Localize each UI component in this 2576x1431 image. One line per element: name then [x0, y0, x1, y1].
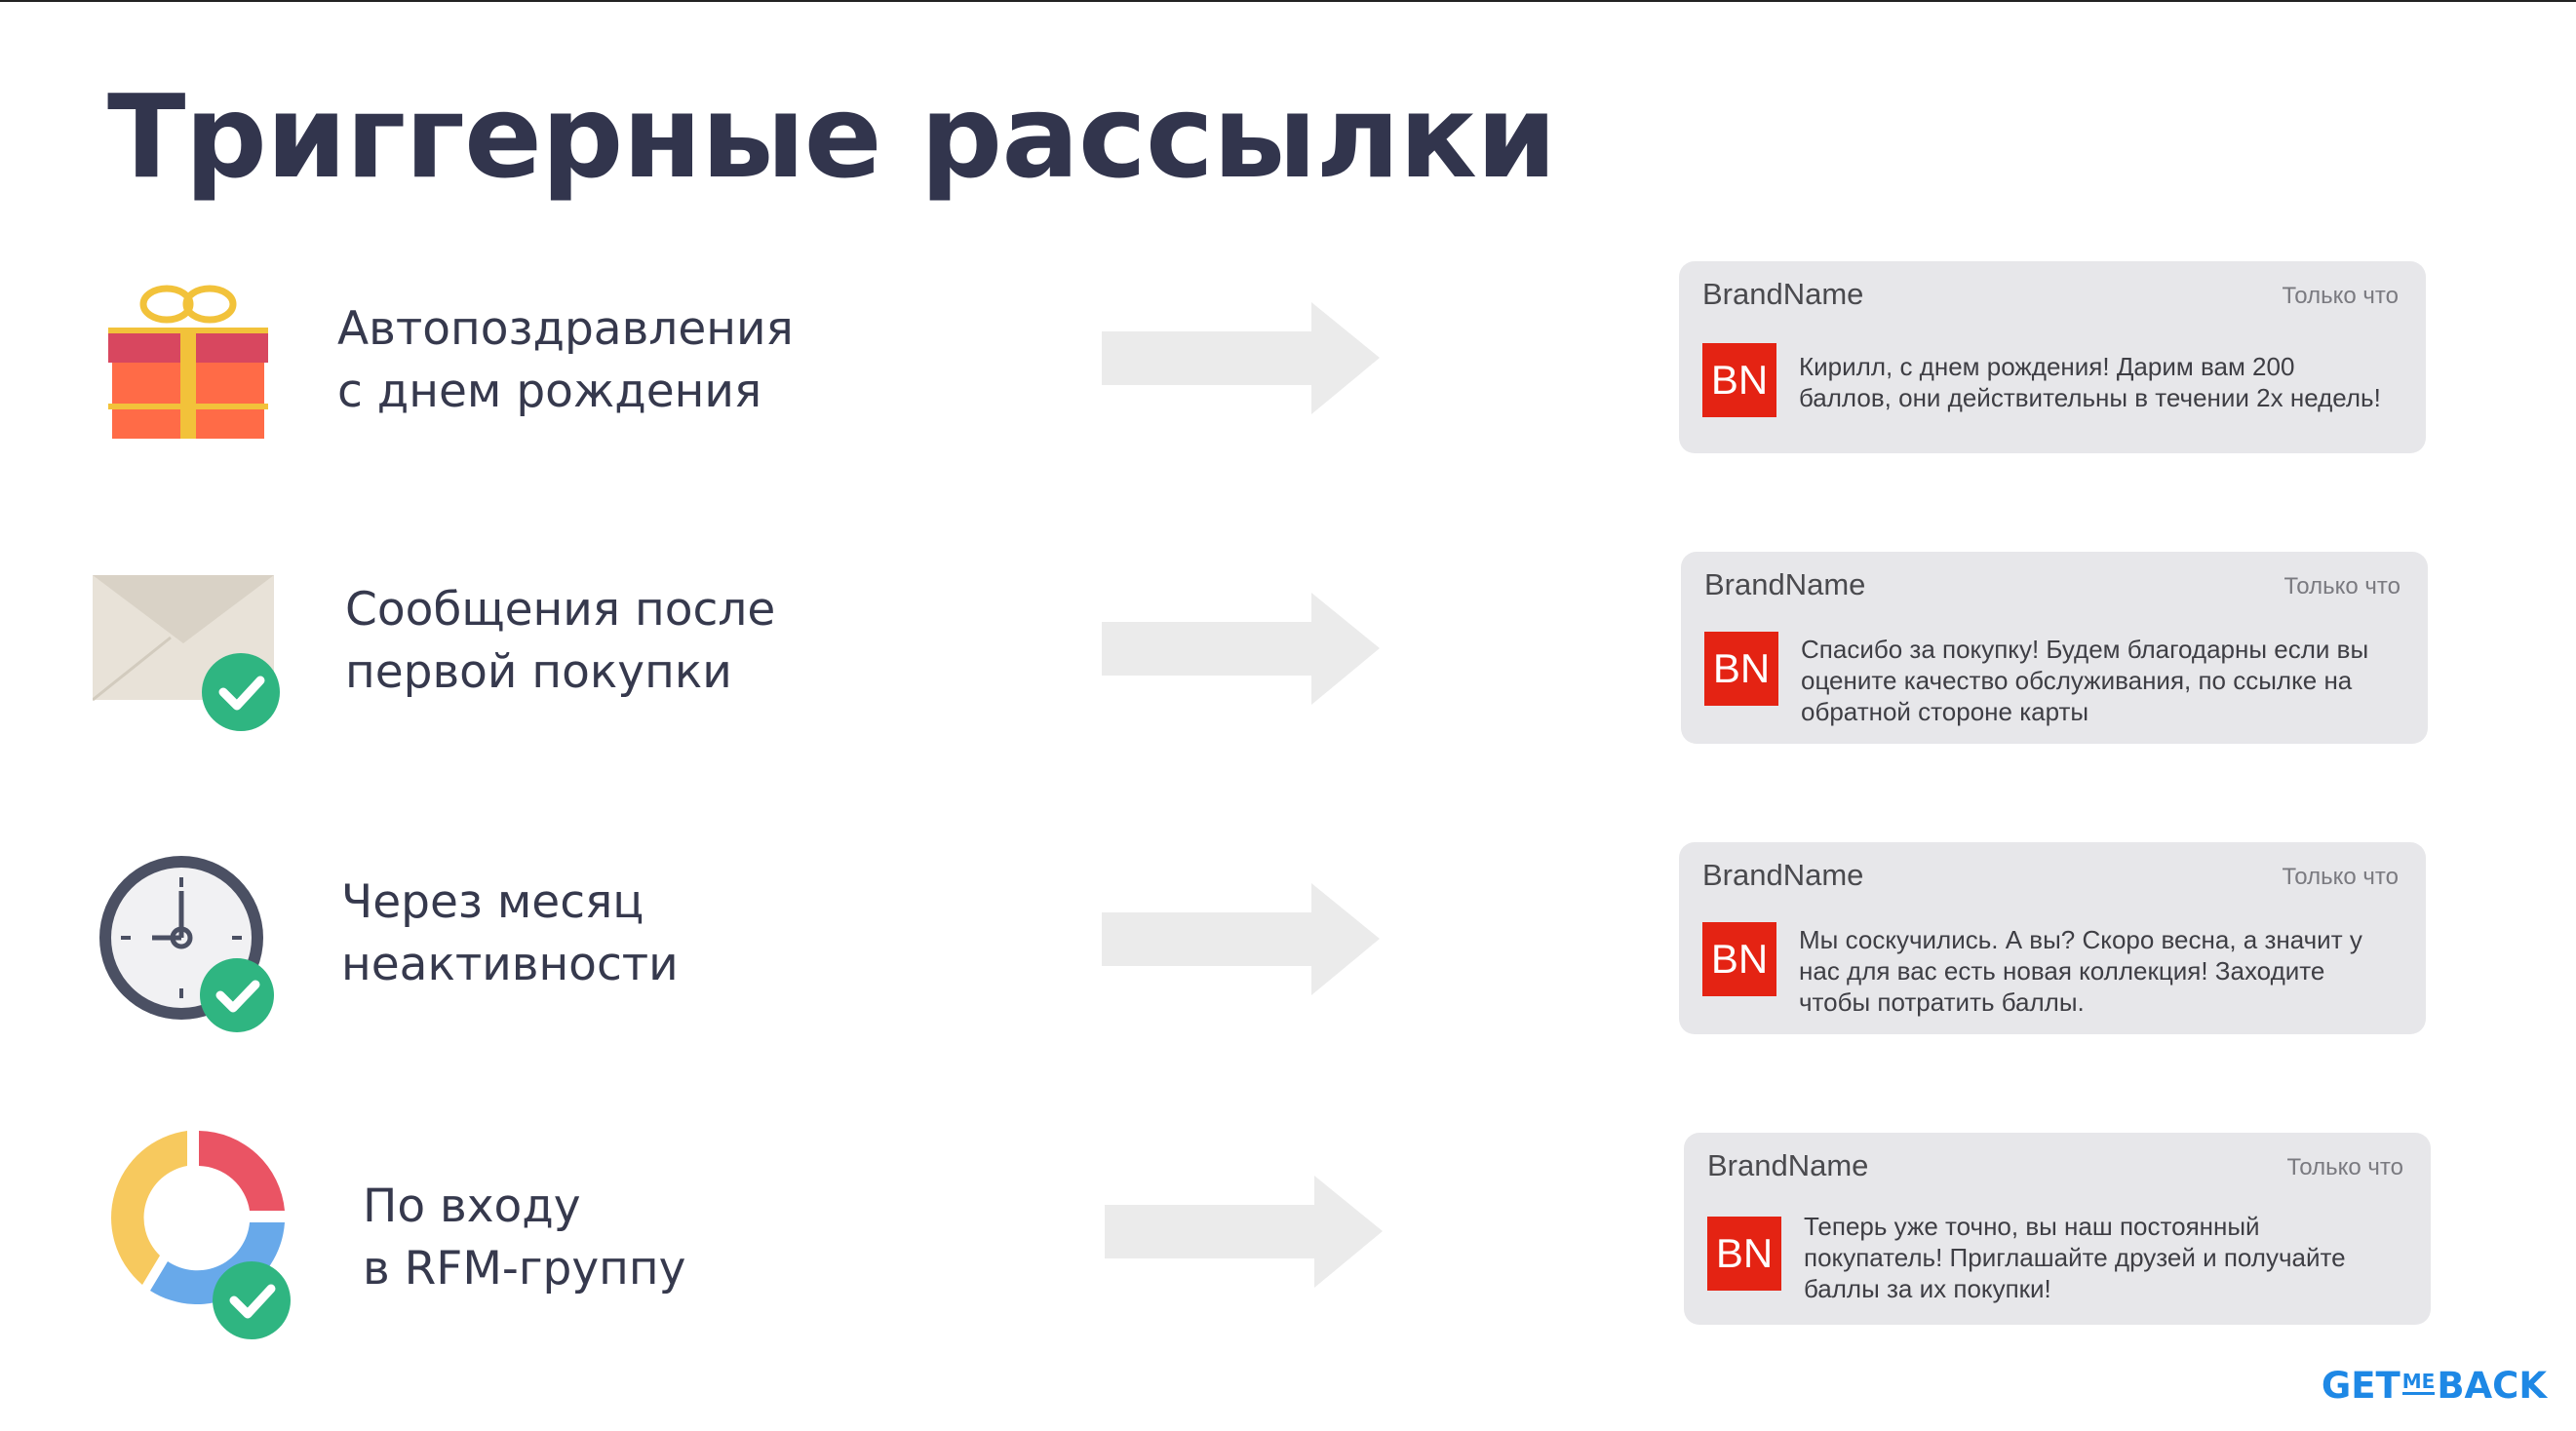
- logo-part: GET: [2321, 1365, 2400, 1407]
- arrow-right-icon: [1102, 302, 1380, 414]
- donut-chart-check-icon: [101, 1127, 296, 1351]
- trigger-row-first-purchase: [0, 546, 2576, 799]
- notification-message: Кирилл, с днем рождения! Дарим вам 200 баллов, они действительны в течении 2х недель!: [1799, 352, 2381, 412]
- notification-brand: BrandName: [1704, 567, 1866, 601]
- gift-icon: [102, 277, 278, 443]
- logo-part: ME: [2401, 1370, 2436, 1393]
- arrow-right-icon: [1102, 593, 1380, 705]
- notification-time: Только что: [2286, 1154, 2403, 1180]
- push-notification: [1679, 842, 2426, 1034]
- trigger-label-line: По входу: [363, 1180, 581, 1233]
- clock-check-icon: [96, 852, 281, 1037]
- push-notification: [1681, 552, 2428, 744]
- trigger-label-line: Автопоздравления: [337, 302, 794, 356]
- trigger-label-line: Через месяц: [341, 875, 644, 929]
- trigger-label-line: в RFM-группу: [363, 1242, 686, 1296]
- notification-time: Только что: [2282, 283, 2399, 309]
- notification-message: Теперь уже точно, вы наш постоянный покупатель! Приглашайте друзей и получайте баллы за их покупки!: [1804, 1212, 2346, 1303]
- envelope-check-icon: [93, 575, 288, 731]
- trigger-row-birthday: [0, 253, 2576, 507]
- notification-message: Спасибо за покупку! Будем благодарны если вы оцените качество обслуживания, по ссылке на обратной стороне карты: [1801, 635, 2369, 726]
- top-border: [0, 0, 2576, 2]
- notification-time: Только что: [2283, 573, 2400, 599]
- notification-time: Только что: [2282, 864, 2399, 890]
- trigger-label-line: первой покупки: [345, 645, 732, 699]
- trigger-label-line: неактивности: [341, 938, 679, 991]
- brand-avatar: BN: [1702, 343, 1776, 417]
- push-notification: [1679, 261, 2426, 453]
- trigger-row-inactivity: [0, 838, 2576, 1092]
- notification-brand: BrandName: [1702, 277, 1864, 311]
- notification-brand: BrandName: [1707, 1148, 1869, 1182]
- trigger-label: [337, 298, 794, 423]
- trigger-label: [341, 871, 679, 996]
- notification-message: Мы соскучились. А вы? Скоро весна, а значит у нас для вас есть новая коллекция! Заходите чтобы потратить баллы.: [1799, 925, 2362, 1017]
- arrow-right-icon: [1102, 883, 1380, 995]
- trigger-label-line: с днем рождения: [337, 365, 762, 418]
- arrow-right-icon: [1105, 1176, 1383, 1288]
- trigger-row-rfm: [0, 1121, 2576, 1374]
- brand-avatar: BN: [1702, 922, 1776, 996]
- trigger-label: [345, 579, 775, 704]
- trigger-label-line: Сообщения после: [345, 583, 776, 637]
- getmeback-logo: [2322, 1365, 2547, 1407]
- brand-avatar: BN: [1707, 1217, 1781, 1291]
- trigger-label: [363, 1176, 685, 1300]
- slide-title: Триггерные рассылки: [107, 69, 1556, 204]
- brand-avatar: BN: [1704, 632, 1778, 706]
- push-notification: [1684, 1133, 2431, 1325]
- notification-brand: BrandName: [1702, 858, 1864, 892]
- logo-part: BACK: [2437, 1365, 2547, 1407]
